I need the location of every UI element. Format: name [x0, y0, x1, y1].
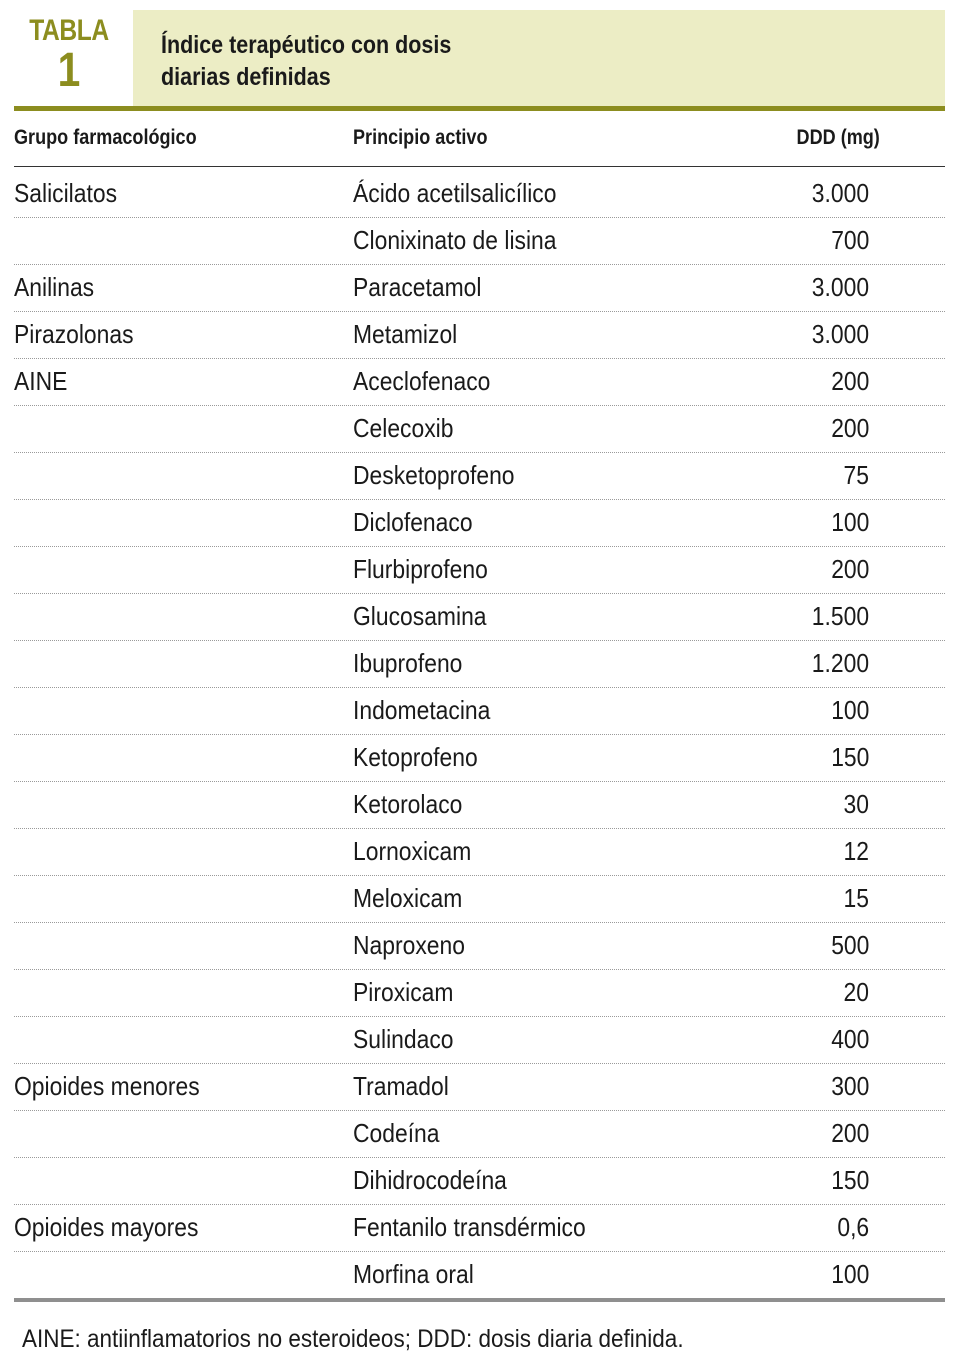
cell-drug: Piroxicam — [353, 977, 454, 1007]
cell-group: Opioides mayores — [14, 1212, 199, 1242]
cell-ddd: 3.000 — [811, 178, 869, 208]
column-header-drug: Principio activo — [353, 126, 488, 149]
cell-drug: Diclofenaco — [353, 507, 473, 537]
cell-drug: Desketoprofeno — [353, 460, 515, 490]
table-number: 1 — [57, 44, 81, 97]
cell-ddd: 100 — [830, 695, 869, 725]
cell-drug: Codeína — [353, 1118, 440, 1148]
cell-drug: Fentanilo transdérmico — [353, 1212, 586, 1242]
cell-drug: Aceclofenaco — [353, 366, 491, 396]
cell-drug: Indometacina — [353, 695, 491, 725]
cell-ddd: 300 — [830, 1071, 869, 1101]
table-body — [14, 171, 945, 1299]
table-row — [14, 641, 945, 688]
cell-drug: Morfina oral — [353, 1259, 474, 1289]
footnote: AINE: antiinflamatorios no esteroideos; DDD: dosis diaria definida. — [22, 1325, 684, 1353]
table-row — [14, 500, 945, 547]
cell-drug: Flurbiprofeno — [353, 554, 488, 584]
table-row — [14, 1017, 945, 1064]
cell-ddd: 100 — [830, 507, 869, 537]
cell-ddd: 150 — [830, 742, 869, 772]
cell-group: Anilinas — [14, 272, 95, 302]
cell-drug: Dihidrocodeína — [353, 1165, 507, 1195]
table-row — [14, 359, 945, 406]
cell-ddd: 75 — [843, 460, 869, 490]
cell-group: Pirazolonas — [14, 319, 134, 349]
table-title-line2: diarias definidas — [161, 63, 331, 91]
title-rule — [14, 106, 945, 111]
cell-ddd: 20 — [843, 977, 869, 1007]
table-row — [14, 171, 945, 218]
cell-group: AINE — [14, 366, 68, 396]
table-row — [14, 1064, 945, 1111]
cell-drug: Meloxicam — [353, 883, 463, 913]
cell-ddd: 0,6 — [837, 1212, 869, 1242]
cell-drug: Tramadol — [353, 1071, 449, 1101]
cell-drug: Ácido acetilsalicílico — [353, 178, 557, 208]
cell-ddd: 150 — [830, 1165, 869, 1195]
cell-drug: Naproxeno — [353, 930, 465, 960]
table-row — [14, 547, 945, 594]
cell-ddd: 200 — [830, 554, 869, 584]
table-row — [14, 688, 945, 735]
cell-ddd: 700 — [830, 225, 869, 255]
table-title-line1: Índice terapéutico con dosis — [161, 31, 452, 59]
cell-ddd: 200 — [830, 413, 869, 443]
table-row — [14, 312, 945, 359]
cell-group: Opioides menores — [14, 1071, 200, 1101]
cell-ddd: 500 — [830, 930, 869, 960]
table-row — [14, 453, 945, 500]
cell-ddd: 100 — [830, 1259, 869, 1289]
cell-ddd: 3.000 — [811, 319, 869, 349]
cell-ddd: 200 — [830, 1118, 869, 1148]
header-rule — [14, 166, 945, 167]
table-row — [14, 735, 945, 782]
table-title — [161, 29, 451, 93]
table-row — [14, 1158, 945, 1205]
cell-drug: Paracetamol — [353, 272, 482, 302]
cell-drug: Celecoxib — [353, 413, 454, 443]
cell-ddd: 12 — [843, 836, 869, 866]
cell-ddd: 1.200 — [811, 648, 869, 678]
table-row — [14, 876, 945, 923]
table-row — [14, 218, 945, 265]
column-header-group: Grupo farmacológico — [14, 126, 197, 149]
table-row — [14, 594, 945, 641]
table-row — [14, 782, 945, 829]
title-box — [133, 10, 945, 106]
cell-ddd: 15 — [843, 883, 869, 913]
cell-ddd: 400 — [830, 1024, 869, 1054]
cell-drug: Glucosamina — [353, 601, 487, 631]
table-row — [14, 970, 945, 1017]
cell-ddd: 3.000 — [811, 272, 869, 302]
table-row — [14, 923, 945, 970]
column-header-ddd: DDD (mg) — [796, 126, 880, 149]
cell-ddd: 1.500 — [811, 601, 869, 631]
cell-ddd: 30 — [843, 789, 869, 819]
table-label-text: TABLA — [29, 14, 109, 47]
cell-ddd: 200 — [830, 366, 869, 396]
table-row — [14, 406, 945, 453]
table-label — [14, 10, 124, 106]
table-row — [14, 1111, 945, 1158]
table-row — [14, 1205, 945, 1252]
cell-drug: Ketoprofeno — [353, 742, 478, 772]
cell-drug: Metamizol — [353, 319, 458, 349]
cell-drug: Sulindaco — [353, 1024, 454, 1054]
cell-drug: Ketorolaco — [353, 789, 463, 819]
cell-drug: Clonixinato de lisina — [353, 225, 557, 255]
cell-group: Salicilatos — [14, 178, 118, 208]
table-row — [14, 829, 945, 876]
cell-drug: Ibuprofeno — [353, 648, 463, 678]
table-row — [14, 1252, 945, 1299]
cell-drug: Lornoxicam — [353, 836, 472, 866]
bottom-rule — [14, 1298, 945, 1302]
table-row — [14, 265, 945, 312]
